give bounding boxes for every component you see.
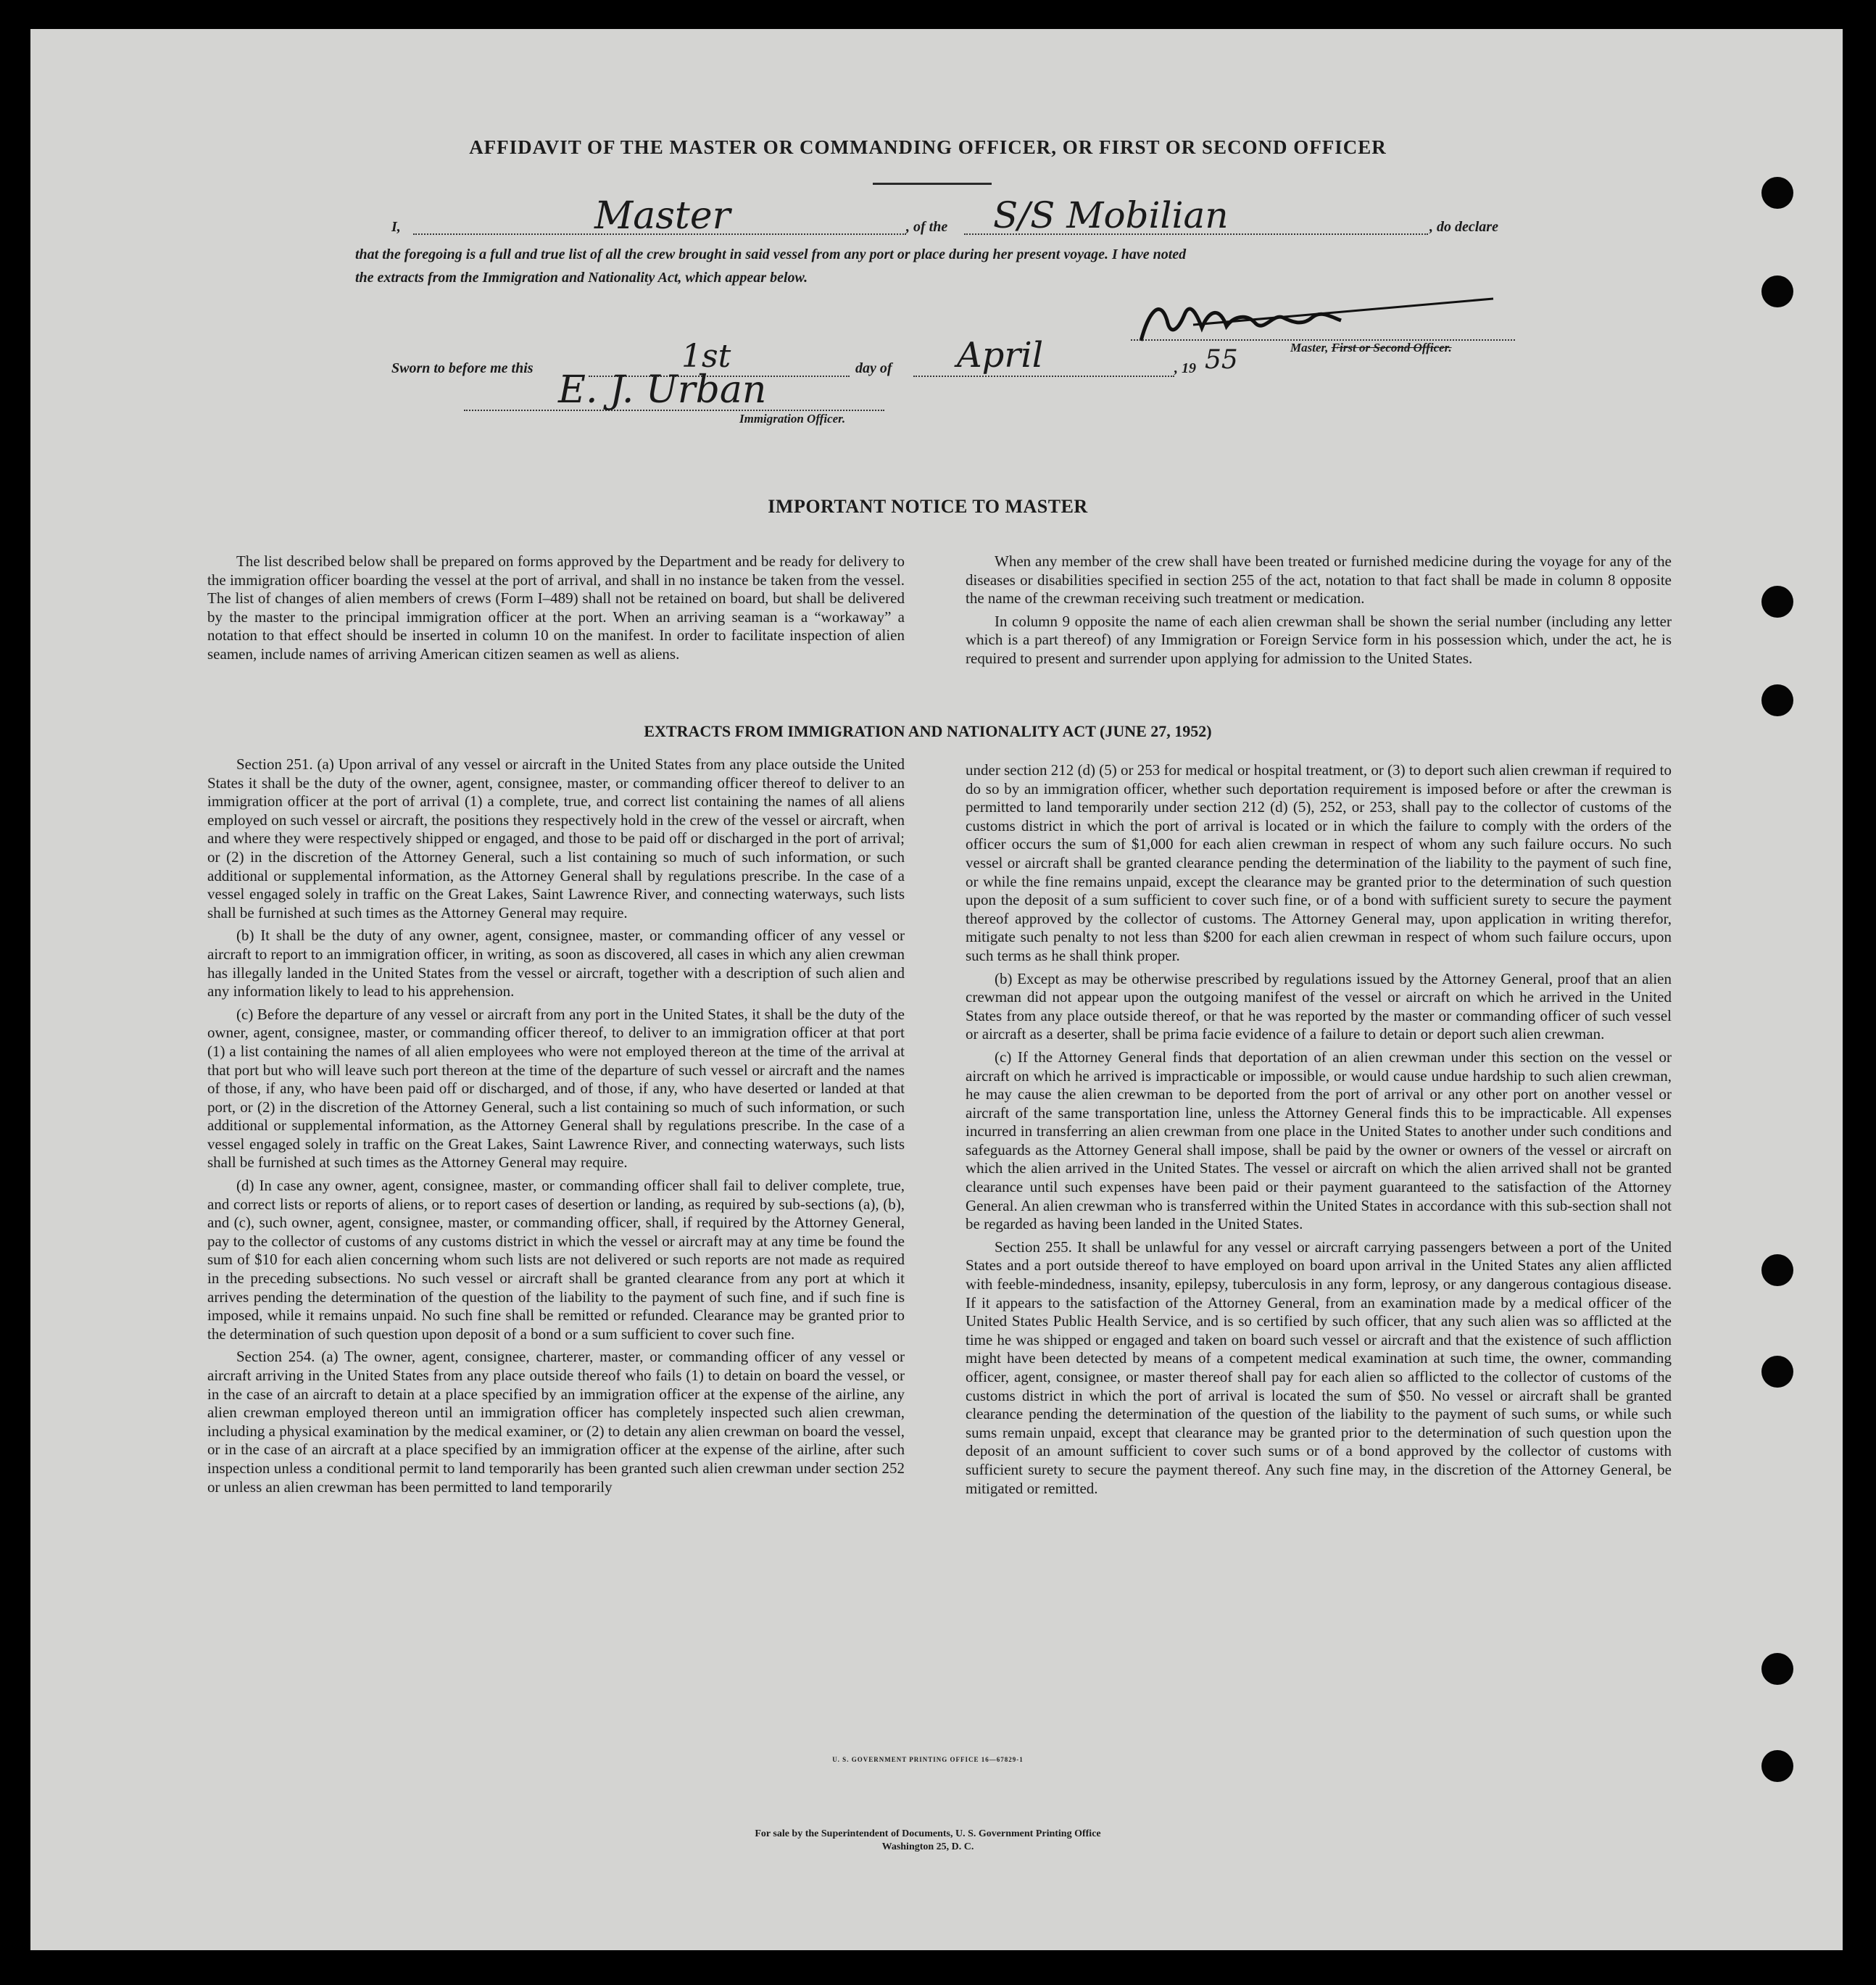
notice-right-paragraph-1: When any member of the crew shall have been treated or furnished medicine during the voyage for any of the diseases or disabilities specified in section 255 of the act, notation to that fact shall be made in column 8 opposite the name of the crewman receiving such treatment or medication. (966, 552, 1672, 608)
sale-notice-line-1: For sale by the Superintendent of Documents, U. S. Government Printing Office (755, 1828, 1101, 1839)
handwritten-year: 55 (1205, 345, 1238, 375)
section-254-a-continued: under section 212 (d) (5) or 253 for medical or hospital treatment, or (3) to deport such alien crewman if required to do so by an immigration officer, whether such deportation requirement is imposed before or after the crewman is permitted to land temporarily under section 212 (d) (5), 252, or 253, shall pay to the collector of customs of the customs district in which the port of arrival is located or in which the failure to comply with the orders of the officer occurs the sum of $1,000 for each alien crewman in respect of whom any such failure occurs. No such vessel or aircraft shall be granted clearance pending the determination of the liability to the payment of such fine, or while the fine remains unpaid, except the clearance may be granted prior to the determination of such question upon the deposit of a sum sufficient to cover such fine, or of a bond with sufficient surety to secure the payment thereof approved by the collector of customs. The Attorney General may, upon application in writing therefor, mitigate such penalty to not less than $200 for each alien crewman in respect of whom such failure occurs, upon such terms as he shall think proper. (966, 761, 1672, 964)
punch-hole (1761, 177, 1793, 209)
immigration-officer-caption: Immigration Officer. (739, 412, 846, 426)
extracts-right-column (966, 761, 1672, 1502)
sale-notice-line-2: Washington 25, D. C. (881, 1841, 974, 1852)
punch-hole (1761, 1356, 1793, 1388)
notice-right-column (966, 552, 1672, 673)
declaration-line-1: that the foregoing is a full and true list of all the crew brought in said vessel from any port or place during her present voyage. I have noted (355, 246, 1187, 262)
handwritten-officer-name: E. J. Urban (558, 368, 767, 412)
month-line (913, 376, 1174, 377)
affidavit-title: AFFIDAVIT OF THE MASTER OR COMMANDING OFFICER, OR FIRST OR SECOND OFFICER (469, 136, 1387, 158)
extracts-title: EXTRACTS FROM IMMIGRATION AND NATIONALITY ACT (JUNE 27, 1952) (644, 722, 1212, 740)
section-251-c: (c) Before the departure of any vessel or aircraft from any port in the United States, it shall be the duty of the owner, agent, consignee, master, or commanding officer thereof, to deliver to an immigration officer at that port (1) a list containing the names of all alien employees who were not employed thereon at the time of the arrival at that port but who will leave such port thereon at the time of the departure of such vessel or aircraft and the names of those, if any, who have been paid off or discharged, and of those, if any, who have deserted or landed at that port, or (2) in the discretion of the Attorney General, such a list containing so much of such information, or such additional or supplemental information, as the Attorney General shall by regulations prescribe. In the case of a vessel engaged solely in traffic on the Great Lakes, Saint Lawrence River, and connecting waterways, such lists shall be furnished at such times as the Attorney General may require. (207, 1005, 905, 1172)
section-251-b: (b) It shall be the duty of any owner, agent, consignee, master, or commanding officer of any vessel or aircraft to report to an immigration officer, in writing, as soon as discovered, all cases in which any alien crewman has illegally landed in the United States from the vessel or aircraft, together with a description of such alien and any information likely to lead to his apprehension. (207, 927, 905, 1000)
handwritten-vessel: S/S Mobilian (993, 194, 1229, 236)
punch-hole (1761, 586, 1793, 618)
master-title: Master, (1290, 341, 1332, 355)
notice-title: IMPORTANT NOTICE TO MASTER (768, 496, 1088, 517)
of-the-label: , of the (906, 219, 948, 235)
handwritten-month: April (957, 335, 1044, 376)
declaration-i: I, (391, 219, 401, 235)
declaration-line-2: the extracts from the Immigration and Nationality Act, which appear below. (355, 270, 808, 286)
punch-hole (1761, 1750, 1793, 1782)
year-prefix: , 19 (1174, 360, 1196, 376)
do-declare-label: , do declare (1429, 219, 1498, 235)
gpo-imprint: U. S. GOVERNMENT PRINTING OFFICE 16—67829-1 (832, 1756, 1024, 1763)
master-caption (1290, 341, 1452, 355)
notice-left-paragraph: The list described below shall be prepared on forms approved by the Department and be ready for delivery to the immigration officer boarding the vessel at the port of arrival, and shall in no instance be taken from the vessel. The list of changes of alien members of crews (Form I–489) shall not be retained on board, but shall be delivered by the master to the principal immigration officer at the port. When an arriving seaman is a “workaway” a notation to that effect should be inserted in column 10 on the manifest. In order to facilitate inspection of alien seamen, include names of arriving American citizen seamen as well as aliens. (207, 552, 905, 663)
handwritten-day: 1st (681, 338, 731, 375)
handwritten-officer: Master (594, 194, 731, 238)
section-254-b: (b) Except as may be otherwise prescribed by regulations issued by the Attorney General, proof that an alien crewman did not appear upon the outgoing manifest of the vessel or aircraft on which he arrived in the United States from any place outside thereof, or that he was reported by the master or commanding officer of such vessel or aircraft as a deserter, shall be prima facie evidence of a failure to detain or deport such alien crewman. (966, 969, 1672, 1043)
title-rule (873, 183, 992, 185)
sworn-label: Sworn to before me this (391, 360, 534, 376)
punch-hole (1761, 1653, 1793, 1685)
punch-hole (1761, 1254, 1793, 1286)
section-254-a: Section 254. (a) The owner, agent, consignee, charterer, master, or commanding officer of any vessel or aircraft arriving in the United States from any place outside thereof who fails (1) to detain on board the vessel, or in the case of an aircraft to detain at a place specified by an immigration officer at the expense of the airline, any alien crewman employed thereon until an immigration officer has completely inspected such alien crewman, including a physical examination by the medical examiner, or (2) to detain any alien crewman on board the vessel, or in the case of an aircraft at a place specified by an immigration officer at the expense of the airline, after such inspection unless a conditional permit to land temporarily has been granted such alien crewman under section 252 or unless an alien crewman has been permitted to land temporarily (207, 1348, 905, 1496)
section-251-a: Section 251. (a) Upon arrival of any vessel or aircraft in the United States from any place outside the United States it shall be the duty of the owner, agent, consignee, master, or commanding officer thereof to deliver to an immigration officer at the port of arrival (1) a complete, true, and correct list containing the names of all aliens employed on such vessel or aircraft, the positions they respectively hold in the crew of the vessel or aircraft, when and where they were respectively shipped or engaged, and those to be paid off or discharged in the port of arrival; or (2) in the discretion of the Attorney General, such a list containing so much of such information, or such additional or supplemental information, as the Attorney General shall by regulations prescribe. In the case of a vessel engaged solely in traffic on the Great Lakes, Saint Lawrence River, and connecting waterways, such lists shall be furnished at such times as the Attorney General may require. (207, 755, 905, 921)
section-255: Section 255. It shall be unlawful for any vessel or aircraft carrying passengers between a port of the United States and a port outside thereof to have employed on board upon arrival in the United States any alien afflicted with feeble-mindedness, insanity, epilepsy, tuberculosis in any form, leprosy, or any dangerous contagious disease. If it appears to the satisfaction of the Attorney General, from an examination made by a medical officer of the United States Public Health Service, and is so certified by such officer, that any such alien was so afflicted at the time he was shipped or engaged and taken on board such vessel or aircraft and that the existence of such affliction might have been detected by means of a competent medical examination at such time, the owner, commanding officer, agent, consignee, or master thereof shall pay for each alien so afflicted to the collector of customs of the customs district in which the port of arrival is located the sum of $50. No vessel or aircraft shall be granted clearance pending the determination of the question of the liability to the payment of such sums, or while such sums remain unpaid, except that clearance may be granted prior to the determination of such question upon the deposit of an amount sufficient to cover such sums or of a bond approved by the collector of customs with sufficient surety to secure the payment thereof. Any such fine may, in the discretion of the Attorney General, be mitigated or remitted. (966, 1238, 1672, 1497)
section-254-c: (c) If the Attorney General finds that deportation of an alien crewman under this section on the vessel or aircraft on which he arrived is impracticable or impossible, or would cause undue hardship to such alien crewman, he may cause the alien crewman to be deported from the port of arrival or any other port on another vessel or aircraft of the same transportation line, unless the Attorney General finds this to be impracticable. All expenses incurred in transferring an alien crewman from one place in the United States to another under such conditions and safeguards as the Attorney General shall impose, shall be paid by the owner or owners of the vessel or aircraft on which the alien arrived in the United States. The vessel or aircraft on which the alien arrived shall not be granted clearance until such expenses have been paid or their payment guaranteed to the satisfaction of the Attorney General. An alien crewman who is transferred within the United States in accordance with this sub-section shall not be regarded as having been landed in the United States. (966, 1048, 1672, 1233)
struck-officer-title: First or Second Officer. (1331, 341, 1452, 355)
day-of-label: day of (855, 360, 892, 376)
notice-left-column (207, 552, 905, 668)
section-251-d: (d) In case any owner, agent, consignee, master, or commanding officer shall fail to deliver complete, true, and correct lists or reports of aliens, or to report cases of desertion or landing, as required by sub-sections (a), (b), and (c), such owner, agent, consignee, master, or commanding officer, shall, if required by the Attorney General, pay to the collector of customs of any customs district in which the vessel or aircraft may at any time be found the sum of $10 for each alien concerning whom such lists are not delivered or such reports are not made as required in the preceding subsections. No such vessel or aircraft shall be granted clearance from any port at which it arrives pending the determination of the question of the liability to the payment of such fine, and if such fine is imposed, while it remains unpaid. No such fine shall be remitted or refunded. Clearance may be granted prior to the determination of such question upon deposit of a bond or a sum sufficient to cover such fine. (207, 1177, 905, 1343)
punch-hole (1761, 275, 1793, 307)
notice-right-paragraph-2: In column 9 opposite the name of each alien crewman shall be shown the serial number (including any letter which is a part thereof) of any Immigration or Foreign Service form in his possession which, under the act, he is required to present and surrender upon applying for admission to the United States. (966, 612, 1672, 667)
extracts-left-column (207, 755, 905, 1501)
punch-hole (1761, 684, 1793, 716)
